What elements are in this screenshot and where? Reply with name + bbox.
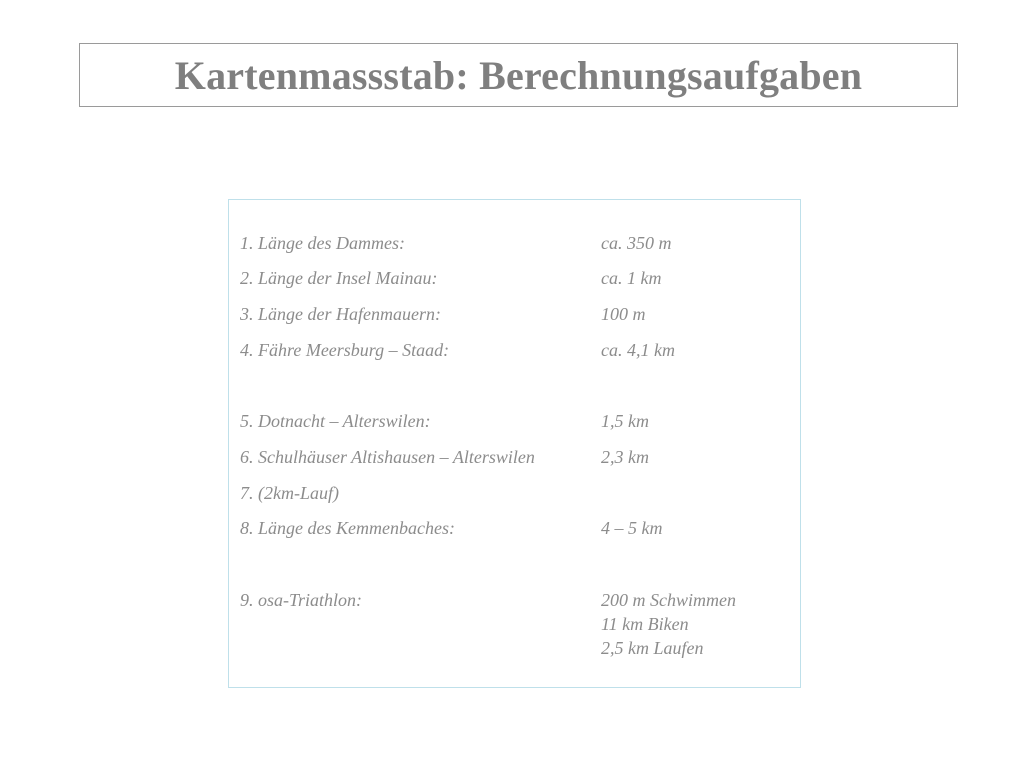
task-value [601, 516, 663, 540]
task-value-line: 11 km Biken [601, 614, 689, 634]
task-label: 4. Fähre Meersburg – Staad: [240, 340, 450, 360]
task-label: 9. osa-Triathlon: [240, 590, 363, 610]
task-label: 5. Dotnacht – Alterswilen: [240, 411, 431, 431]
task-value-line: ca. 1 km [601, 268, 662, 288]
task-value-line: 1,5 km [601, 411, 649, 431]
task-value-line: ca. 350 m [601, 233, 672, 253]
task-value [601, 588, 736, 660]
task-value-line: 4 – 5 km [601, 518, 663, 538]
task-label: 2. Länge der Insel Mainau: [240, 268, 438, 288]
tasks-panel [228, 199, 801, 688]
task-value-line: ca. 4,1 km [601, 340, 675, 360]
task-value-line: 2,5 km Laufen [601, 638, 704, 658]
task-value [601, 445, 649, 469]
task-value [601, 266, 661, 290]
task-value-line: 100 m [601, 304, 646, 324]
task-label: 3. Länge der Hafenmauern: [240, 304, 441, 324]
slide-title: Kartenmassstab: Berechnungsaufgaben [174, 52, 863, 98]
task-value [601, 409, 649, 433]
title-box [79, 43, 958, 107]
task-value [601, 231, 672, 255]
task-value [601, 302, 646, 326]
task-label: 1. Länge des Dammes: [240, 233, 405, 253]
task-value-line: 2,3 km [601, 447, 649, 467]
task-label: 8. Länge des Kemmenbaches: [240, 518, 455, 538]
task-label: 7. (2km-Lauf) [240, 483, 339, 503]
task-value [601, 338, 675, 362]
task-label: 6. Schulhäuser Altishausen – Alterswilen [240, 447, 535, 467]
task-value-line: 200 m Schwimmen [601, 590, 736, 610]
